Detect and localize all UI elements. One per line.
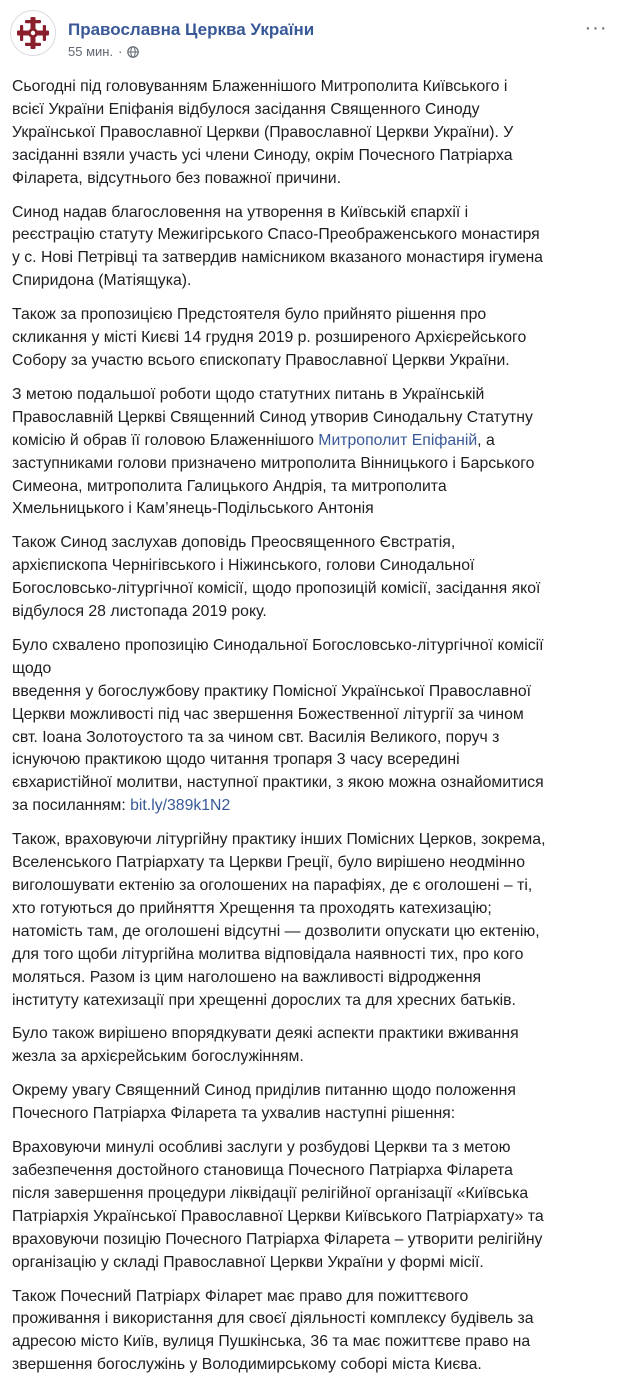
paragraph-4-text-end: , а заступниками голови призначено митрополита Вінницького і Барського Симеона, митрополита Галицького Андрія, та митрополита Хмельницького і Кам’янець-Подільського Антонія bbox=[12, 431, 535, 518]
post-paragraph-3: Також за пропозицією Предстоятеля було прийнято рішення про скликання у місті Києві 14 грудня 2019 р. розширеного Архієрейського Собору за участю всього єпископату Православної Церкви України. bbox=[12, 306, 527, 369]
post-paragraph-11: Також Почесний Патріарх Філарет має право для пожиттєвого проживання і використання для своєї діяльності комплексу будівель за адресою місто Київ, вулиця Пушкінська, 36 та має пожиттєве право на звершення богослужінь у Володимирському соборі міста Києва. bbox=[12, 1287, 534, 1374]
page-avatar[interactable] bbox=[10, 10, 56, 56]
post-paragraph-9: Окрему увагу Священний Синод приділив питанню щодо положення Почесного Патріарха Філарета та ухвалив наступні рішення: bbox=[12, 1082, 516, 1123]
paragraph-4-text-start: З метою подальшої роботи щодо статутних питань в Українській Православній Церкві Священний Синод утворив Синодальну Статутну комісію й обрав її головою Блаженнішого bbox=[12, 385, 533, 449]
cross-emblem-icon bbox=[11, 11, 55, 55]
more-options-button[interactable]: ··· bbox=[584, 17, 608, 39]
post-paragraph-2: Синод надав благословення на утворення в Київській єпархії і реєстрацію статуту Межигірського Спасо-Преображенського монастиря у с. Нові Петрівці та затвердив намісником вказаного монастиря ігумена Спиридона (Матіящука). bbox=[12, 203, 543, 290]
paragraph-6-text: Було схвалено пропозицію Синодальної Богословсько-літургічної комісії щодо введення у богослужбову практику Помісної Української Православної Церкви можливості під час звершення Божественної літургії за чином свт. Іоана Золотоустого та за чином свт. Василія Великого, поруч з існуючою практикою щодо читання тропаря 3 часу всередині євхаристійної молитви, наступної практики, з якою можна ознайомитися за посиланням: bbox=[12, 636, 544, 815]
post-timestamp[interactable]: 55 мин. bbox=[68, 44, 114, 59]
post-meta bbox=[68, 44, 139, 60]
short-url-link[interactable]: bit.ly/389k1N2 bbox=[130, 797, 231, 815]
post-paragraph-4 bbox=[12, 384, 616, 521]
page-name-link[interactable]: Православна Церква України bbox=[68, 20, 315, 39]
post-paragraph-7: Також, враховуючи літургійну практику інших Помісних Церков, зокрема, Вселенського Патріархату та Церкви Греції, було вирішено неодмінно виголошувати ектенію за оголошених на парафіях, де є оголошені – ті, хто готуються до прийняття Хрещення та проходять катехизацію; натомість там, де оголошені відсутні — дозволити опускати цю ектенію, для того щоби літургійна молитва відповідала наявності тих, про кого моляться. Разом із цим наголошено на важливості відродження інституту катехизації при хрещенні дорослих та для хресних батьків. bbox=[12, 831, 546, 1009]
post-body bbox=[12, 76, 616, 1388]
meta-separator: · bbox=[118, 44, 123, 59]
post-paragraph-5: Також Синод заслухав доповідь Преосвященного Євстратія, архієпископа Чернігівського і Ніжинського, голови Синодальної Богословсько-літургічної комісії, щодо пропозицій комісії, засідання якої відбулося 28 листопада 2019 року. bbox=[12, 534, 541, 621]
globe-icon[interactable] bbox=[127, 46, 139, 58]
post-paragraph-1: Сьогодні під головуванням Блаженнішого Митрополита Київського і всієї України Епіфанія відбулося засідання Священного Синоду Української Православної Церкви (Православної Церкви України). У засіданні взяли участь усі члени Синоду, окрім Почесного Патріарха Філарета, відсутнього без поважної причини. bbox=[12, 78, 514, 187]
post-paragraph-10: Враховуючи минулі особливі заслуги у розбудові Церкви та з метою забезпечення достойного становища Почесного Патріарха Філарета після завершення процедури ліквідації релігійної організації «Київська Патріархія Української Православної Церкви Київського Патріархату» та враховуючи позицію Почесного Патріарха Філарета – утворити релігійну організацію у складі Православної Церкви України у формі місії. bbox=[12, 1139, 544, 1271]
post-paragraph-8: Було також вирішено впорядкувати деякі аспекти практики вживання жезла за архієрейським богослужінням. bbox=[12, 1025, 519, 1066]
post-paragraph-6 bbox=[12, 635, 616, 818]
mention-link-metropolitan[interactable]: Митрополит Епіфаній bbox=[318, 431, 478, 449]
post-header bbox=[10, 10, 622, 59]
